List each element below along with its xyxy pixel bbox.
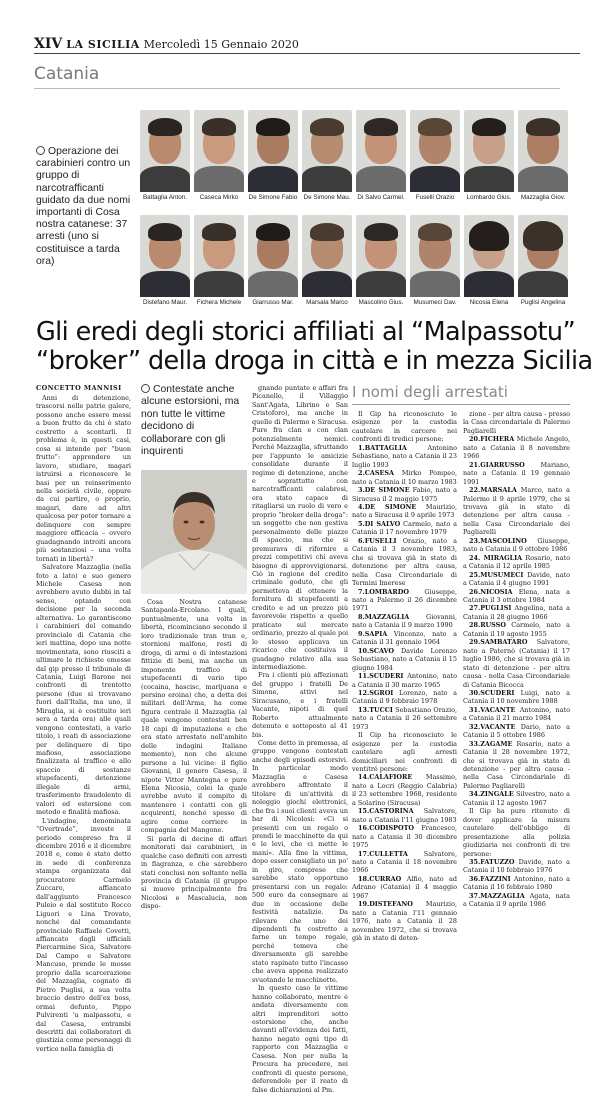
mugshot-5 (356, 110, 406, 201)
paragraph: 35.FATUZZO Davide, nato a Catania il 10 febbraio 1976 (463, 858, 570, 875)
paragraph: Si parla di decine di affari monitorati dai carabinieri, in qualche caso definiti con arresti in flagranza, e che sarebbero stati conclusi non soltanto nella provincia di Catania (il gruppo si muove principalmente fra Nicolosi e Mascalucia, non dispo- (141, 834, 247, 911)
paragraph: Il Gip ha riconosciuto le esigenze per la custodia cautelare agli arresti domiciliari nei confronti di ventitré persone: (352, 731, 457, 774)
paragraph: 19.DISTEFANO Maurizio, nato a Catania l'11 gennaio 1976, nato a Catania il 28 novembre 1972, che si trovava già in stato di deten- (352, 900, 457, 943)
mugshot-caption: De Simone Fabio (248, 194, 298, 201)
article-headline (36, 317, 592, 376)
circle-bullet-icon (141, 384, 150, 393)
mugshot-11 (248, 215, 298, 306)
mugshot-2 (194, 110, 244, 201)
arrested-list-column-1 (352, 410, 457, 943)
mugshot-image (194, 110, 244, 190)
mugshot-image (248, 215, 298, 295)
headline-line-1: Gli eredi degli storici affiliati al “Malpassotu” (36, 317, 576, 347)
headline-line-2: “broker” della droga in città e in mezza Sicilia (36, 346, 592, 376)
mugshot-6 (410, 110, 460, 201)
pull-quote (141, 384, 247, 458)
article-column-1 (36, 394, 131, 1053)
mugshot-1 (140, 110, 190, 201)
issue-date: Mercoledì 15 Gennaio 2020 (143, 38, 299, 51)
paragraph: 32.VACANTE Dario, nato a Catania il 5 ottobre 1986 (463, 722, 570, 740)
paragraph: Anni di detenzione, trascorsi nelle patrie galere, possono anche essere messi a buon frutto da chi è stato costretto a scontarli. Il problema è, in questi casi, cosa si intende per “buon frutto”: apprendere un lavoro, studiare, magari istruirsi a riconoscere le basi per un reinserimento nella società civile, oppure da cui partire, o proprio, magari, dare ad altri qualcosa per poter tornare a delinquere con sempre maggiore efficacia – ovvero guadagnando introiti ancora più sostanziosi – una volta tornati in libertà? (36, 394, 131, 563)
mugshot-image (356, 215, 406, 295)
paragraph: 7.LOMBARDO Giuseppe, nato a Palermo il 26 dicembre 1971 (352, 587, 457, 613)
paragraph: In questo caso le vittime hanno collaborato, mentre è andata diversamente con altri imprenditori sotto estorsione che, anche davanti all'evidenza dei fatti, hanno negato ogni tipo di rapporto con Mazzaglia e Casesa. Non per nulla la Procura ha precedere, nei confronti di queste persone, deferendole per il reato di false dichiarazioni al Pm. (252, 984, 348, 1094)
paragraph: 10.SCAVO Davide Lorenzo Sebastiano, nato a Catania il 15 giugno 1984 (352, 646, 457, 672)
mugshot-caption: Battaglia Anton. (142, 194, 188, 201)
paragraph: 27.PUGLISI Angelina, nata a Catania il 28 giugno 1966 (463, 604, 570, 621)
paragraph: 31.VACANTE Antonino, nato a Catania il 21 marzo 1984 (463, 705, 570, 723)
mugshot-14 (410, 215, 460, 306)
paragraph: 9.SAPIA Vincenzo, nato a Catania il 31 gennaio 1964 (352, 629, 457, 647)
paragraph: zione - per altra causa - presso la Casa circondariale di Palermo Pagliarelli (463, 410, 570, 435)
intro-text: Operazione dei carabinieri contro un gruppo di narcotrafficanti guidato da due nomi importanti di Cosa nostra catanese: 37 arresti (uno si costituisce a tarda ora) (36, 146, 131, 267)
paragraph: 17.CULLETTA Salvatore, nato a Catania il 18 novembre 1966 (352, 849, 457, 875)
paragraph: Salvatore Mazzaglia (nella foto a lato) e suo genero Michele Casesa non avrebbero avuto dubbi in tal senso, optando con decisione per la seconda alternativa. Lo garantiscono i carabinieri del comando provinciale di Catania che ieri mattina, dopo una notte movimentata, sono riusciti a ultimare le richieste emesse dal gip presso il tribunale di Catania, Luigi Barone nei confronti di trentotto persone (due si trovavano fuori dall'Italia, ma uno, il Miraglia, si è costituito ieri sera a tarda ora) alle quali vengono contestati, a vario titolo, i reati di associazione per delinquere di tipo mafioso, associazione finalizzata al traffico e allo spaccio di sostanze stupefacenti, detenzione illegale di armi, trasferimento fraudolento di valori ed estorsione con metodo e finalità mafiosa. (36, 563, 131, 817)
pull-quote-text: Contestate anche alcune estorsioni, ma non tutte le vittime decidono di collaborare con gli inquirenti (141, 384, 240, 458)
mugshot-caption: Mascolino Gius. (358, 299, 404, 306)
article-author: CONCETTO MANNISI (36, 384, 122, 392)
paragraph: 25.MUSUMECI Davide, nato a Catania il 4 giugno 1991 (463, 570, 570, 588)
mugshot-10 (194, 215, 244, 306)
article-column-2 (141, 598, 247, 911)
paragraph: 20.FICHERA Michele Angelo, nato a Catania il 8 novembre 1966 (463, 435, 570, 461)
section-rule (34, 88, 560, 89)
mugshot-image (302, 215, 352, 295)
mugshot-caption: Nicosia Elena (469, 299, 509, 306)
paragraph: 37.MAZZAGLIA Agata, nata a Catania il 9 aprile 1986 (463, 891, 570, 909)
paragraph: 15.CASTORINA Salvatore, nato a Catania l'11 giugno 1983 (352, 807, 457, 824)
mugshot-image (410, 110, 460, 190)
mugshot-13 (356, 215, 406, 306)
mugshot-image (302, 110, 352, 190)
intro-summary (36, 146, 136, 268)
mugshot-caption: Marsala Marco (306, 299, 348, 306)
paragraph: Cosa Nostra catanese Santapaola-Ercolano. I quali, puntualmente, una volta in libertà, ricominciano secondo il loro tradizionale tran tran e, stornioni malfone, resti di droga, di armi e di intestazioni fittizie di beni, ma anche un imponente traffico di stupefacenti di vario tipo (cocaina, hascisc, marijuana e persino eroina) che, a detta dei militari dell'Arma, ha come figura centrale il Mazzaglia (al quale vengono contestati ben 18 capi di imputazione e che era stato arrestato nell'ambito delle indagini Italiano momento), non che alcune persone a lui vicine: il figlio Giovanni, il genero Casesa, il nipote Vittor Mantegna e pure Elena Nicosia, colei la quale avrebbe avuto il compito di mantenere i contatti con gli acquirenti, nonché spesso di agire come corriere in compagnia del Mangone. (141, 598, 247, 835)
paragraph: Il Gip ha pure ritenuto di dover applicare la misura cautelare dell'obbligo di presentazione alla polizia giudiziaria nei confronti di tre persone: (463, 807, 570, 858)
paragraph: 16.CODISPOTO Francesco, nato a Catania il 30 dicembre 1975 (352, 824, 457, 850)
article-column-3 (252, 384, 348, 1094)
mugshot-7 (464, 110, 514, 201)
mugshot-caption: Caseca Mirko (199, 194, 239, 201)
paragraph: 36.FAZZINI Antonino, nato a Catania il 16 febbraio 1980 (463, 874, 570, 892)
arrested-list-column-2 (463, 410, 570, 909)
mugshot-caption: Lombardo Gius. (466, 194, 512, 201)
paragraph: 30.SCUDERI Luigi, nato a Catania il 10 novembre 1988 (463, 688, 570, 706)
mugshot-8 (518, 110, 568, 201)
paragraph: 14.CALAFIORE Massimo, nato a Locri (Reggio Calabria) il 23 settembre 1968, residente a Solarino (Siracusa) (352, 773, 457, 807)
mugshot-caption: Giarrusso Mar. (252, 299, 294, 306)
mugshot-image (356, 110, 406, 190)
sidebar-box-title: I nomi degli arrestati (352, 383, 508, 401)
mugshot-image (140, 110, 190, 190)
paragraph: gnando puntate e affari fra Picanello, il Villaggio Sant'Agata, Librino e San Cristoforo), ma anche in quelle di Palermo e Siracusa. Pure fra clan e con clan potenzialmente nemici. Perché Mazzaglia, sfruttando per l'appunto le amicizie consolidate durante il regime di detenzione, anche e soprattutto con narcotrafficanti calabresi, era stato capace di ritagliarsi un ruolo di vero e proprio “broker della droga”: un soggetto che non gestiva personalmente delle piazze di spaccio, ma che si premurava di rifornire a prezzi competitivi chi aveva bisogno di approvvigionarsi. Ciò in ragione del credito criminale goduto, che gli permetteva di ottenere la fornitura di stupefacenti a credito e ad un prezzo più favorevole rispetto a quello praticato sul mercato ordinario, prezzo al quale poi lo stesso applicava un ricarico che costituiva il guadagno relativo alla sua intermediazione. (252, 384, 348, 671)
mugshot-image (518, 110, 568, 190)
paragraph: 26.NICOSIA Elena, nata a Catania il 3 ottobre 1984 (463, 587, 570, 604)
paragraph: 33.ZAGAME Rosario, nato a Catania il 28 novembre 1972, che si trovava già in stato di detenzione - per altra causa - nella Casa Circondariale di Palermo Pagliarelli (463, 739, 570, 790)
mugshot-caption: Puglisi Angelina (520, 299, 566, 306)
paragraph: 22.MARSALA Marco, nato a Palermo il 9 aprile 1979, che si trovava già in stato di detenzione per altra causa - nella Casa Circondariale dei Pagliarelli (463, 486, 570, 537)
paragraph: 23.MASCOLINO Giuseppe, nato a Catania il 9 ottobre 1986 (463, 536, 570, 554)
paragraph: 1.BATTAGLIA Antonino Sebastiano, nato a Catania il 23 luglio 1993 (352, 443, 457, 469)
paragraph: 6.FUSELLI Orazio, nato a Catania il 3 novembre 1983, che si trovava già in stato di detenzione per altra causa, nella Casa Circondariale di Termini Imerese (352, 536, 457, 588)
paragraph: Come detto in premessa, al gruppo vengono contestati anche degli episodi estorsivi. In particolar modo Mazzaglia e Casesa avrebbero affrontato il titolare di un'attività di noleggio giochi elettronici, che fra i suoi clienti aveva un bar di Nicolosi: «Ci si presenti con un regalo o prendi le macchinette da qui e le levi, che ci mette le mani». Alla fine la vittima, dopo esser consigliato un po' in giro, comprese che sarebbe stato opportuno presentarsi con un regalo: 500 euro da consegnare ai due in occasione delle festività natalizie. Da rilevare che uno dei dipendenti fu costretto a farne un tempo regale, perché temeva che diversamente gli sarebbe stato rapinato tutto l'incasso che aveva appena realizzato svuotando le macchinette. (252, 739, 348, 984)
mugshot-3 (248, 110, 298, 201)
sidebar-box-rule (352, 404, 570, 405)
paragraph: 11.SCUDERI Antonino, nato a Catania il 30 marzo 1965 (352, 672, 457, 689)
paragraph: 5.DI SALVO Carmelo, nato a Catania il 17 novembre 1979 (352, 519, 457, 537)
mugshot-image (194, 215, 244, 295)
paragraph: 2.CASESA Mirko Pompeo, nato a Catania il 10 marzo 1983 (352, 469, 457, 486)
paragraph: 8.MAZZAGLIA Giovanni, nato a Catania il 9 marzo 1990 (352, 612, 457, 630)
mugshot-image (464, 110, 514, 190)
mugshot-4 (302, 110, 352, 201)
mugshot-12 (302, 215, 352, 306)
paragraph: 28.RUSSO Carmelo, nato a Catania il 19 agosto 1955 (463, 621, 570, 638)
paragraph: 21.GIARRUSSO Mariano, nato a Catania il 19 gennaio 1991 (463, 460, 570, 486)
mugshot-15 (464, 215, 514, 306)
mugshot-caption: Fichera Michele (196, 299, 242, 306)
article-photo (141, 470, 247, 594)
section-title: Catania (34, 64, 100, 84)
man-portrait-image (141, 470, 247, 594)
paragraph: 4.DE SIMONE Maurizio, nato a Siracusa il 9 aprile 1973 (352, 502, 457, 520)
paragraph: 29.SAMBATARO Salvatore, nato a Paternò (Catania) il 17 luglio 1986, che si trovava già in stato di detenzione - per altra causa - nella Casa Circondariale di Catania Bicocca (463, 638, 570, 689)
mugshot-caption: De Simone Mau. (303, 194, 351, 201)
paragraph: 18.CURRAO Alfio, nato ad Adrano (Catania) il 4 maggio 1967 (352, 874, 457, 900)
paragraph: Il Gip ha riconosciuto le esigenze per la custodia cautelare in carcere nei confronti di tredici persone: (352, 410, 457, 444)
paragraph: 13.TUCCI Sebastiano Orazio, nato a Catania il 26 settembre 1973 (352, 705, 457, 731)
mugshot-image (410, 215, 460, 295)
paragraph: L'indagine, denominata “Overtrade”, investe il periodo compreso fra il dicembre 2016 e il dicembre 2018 e, come è stato detto in sede di conferenza stampa organizzata dal procuratore Carmelo Zuccaro, affiancato dall'aggiunto Francesco Puleio e dal sostituto Rocco Liguori e Lina Trovato, nonché dal comandante provinciale Raffaele Covetti, affiancato dagli ufficiali Piercarmine Sica, Salvatore Dal Campo e Salvatore Mancuso, prende le mosse proprio dalla scarcerazione del Mazzaglia, cognato di Pietro Puglisi, a sua volta braccio destro dell'ex boss, ormai defunto, Pippo Pulvirenti 'u malpassotu, e dal Casesa, entrambi descritti dai collaboratori di giustizia come personaggi di vertice nella famiglia di (36, 816, 131, 1053)
mugshot-caption: Mazzaglia Giov. (520, 194, 566, 201)
circle-bullet-icon (36, 146, 45, 155)
header-rule (34, 53, 580, 54)
mugshot-image (464, 215, 514, 295)
mugshot-caption: Distefano Maur. (142, 299, 188, 306)
page-header (34, 36, 299, 52)
paragraph: 3.DE SIMONE Fabio, nato a Siracusa il 2 maggio 1975 (352, 486, 457, 503)
mugshot-image (518, 215, 568, 295)
mugshot-image (140, 215, 190, 295)
paragraph: Fra i clienti più affezionati del gruppo i fratelli De Simone, attivi nel Siracusano, e i fratelli Vacante, nipoti di quel Roberto attualmente detenuto e sottoposto al 41 bis. (252, 671, 348, 739)
newspaper-name: LA SICILIA (66, 38, 140, 51)
paragraph: 12.SGROI Lorenzo, nato a Catania il 9 febbraio 1978 (352, 688, 457, 706)
mugshot-caption: Fuselli Orazio (415, 194, 455, 201)
mugshot-image (248, 110, 298, 190)
page-number: XIV (34, 36, 63, 52)
mugshot-caption: Musumeci Dav. (413, 299, 457, 306)
mugshot-16 (518, 215, 568, 306)
mugshot-9 (140, 215, 190, 306)
paragraph: 34.ZINGALE Silvestro, nato a Catania il 12 agosto 1967 (463, 790, 570, 807)
paragraph: 24. MIRAGLIA Rosario, nato a Catania il 12 aprile 1985 (463, 553, 571, 571)
mugshot-caption: Di Salvo Carmel. (357, 194, 405, 201)
